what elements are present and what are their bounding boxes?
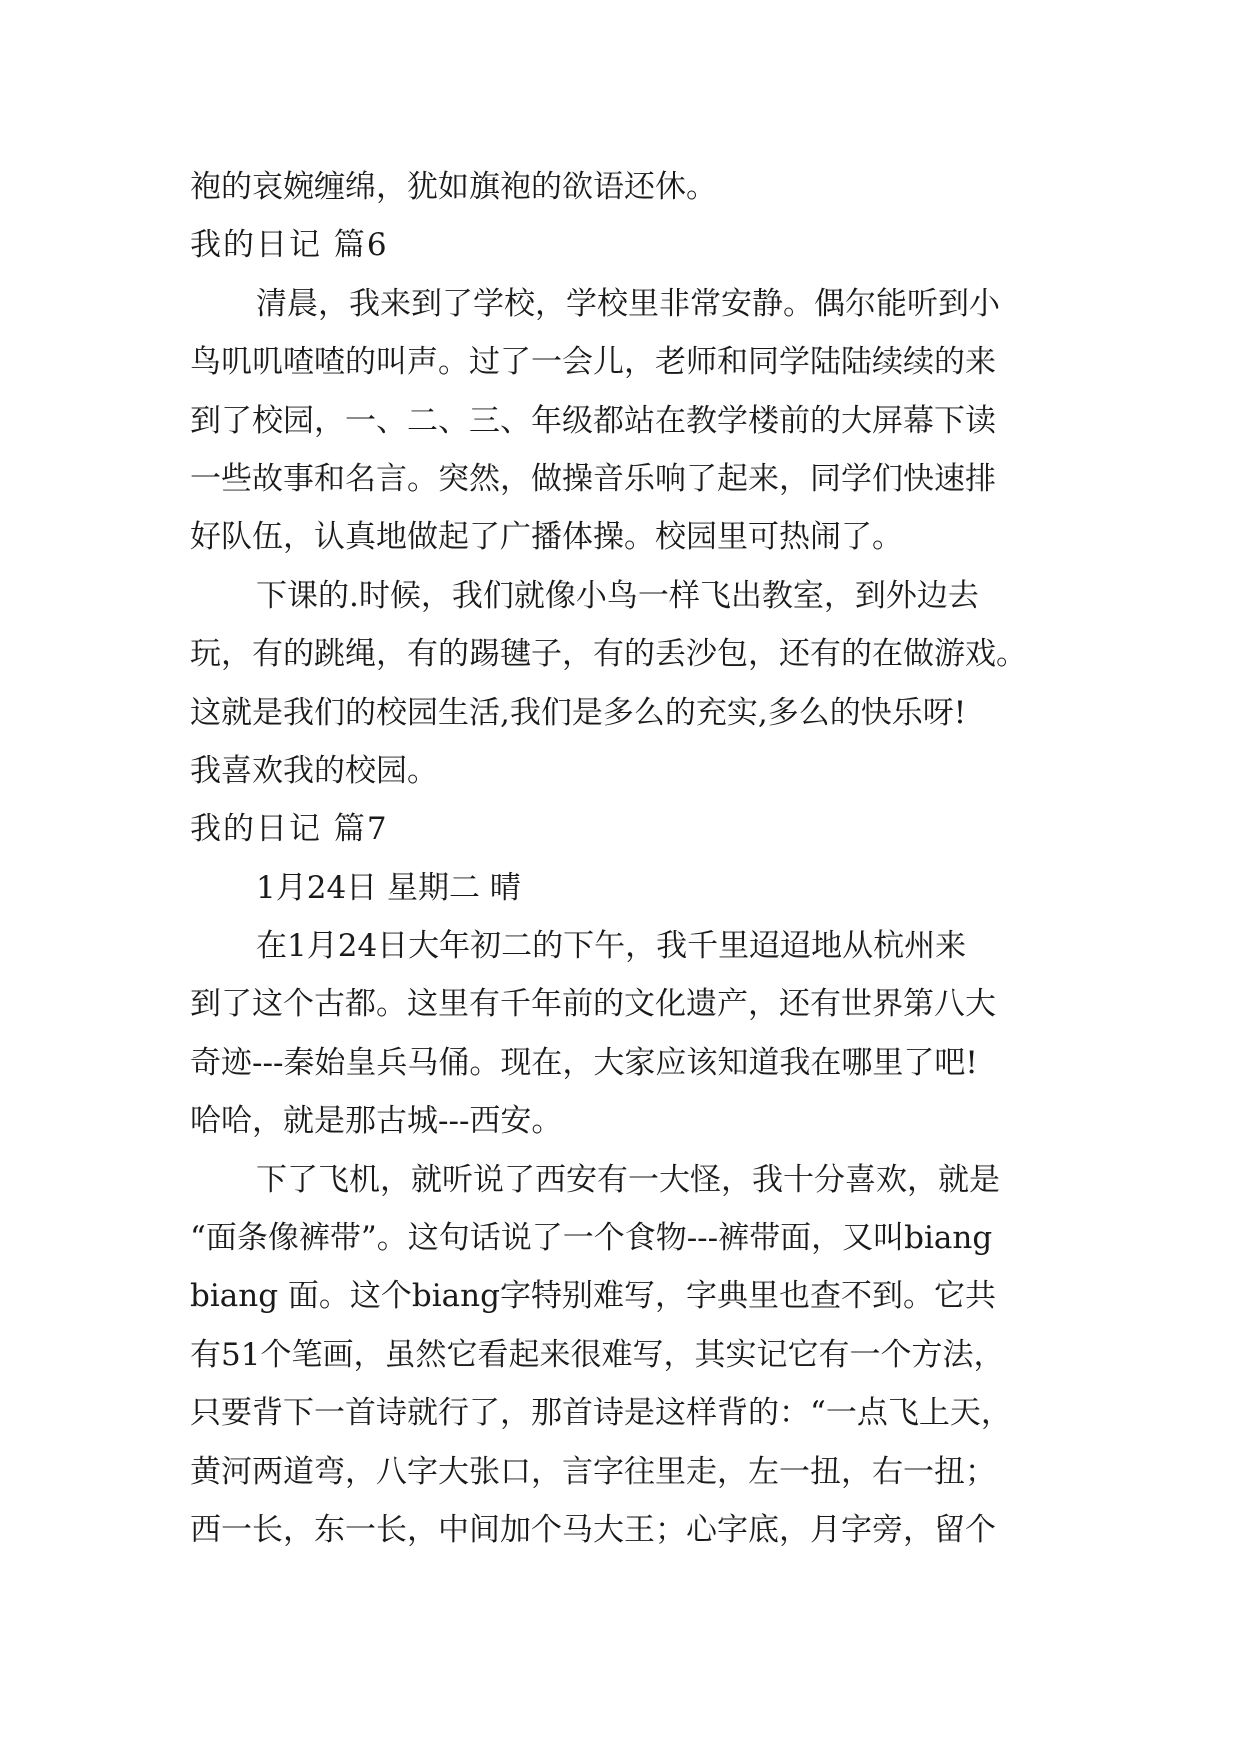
text-line-21: 有51个笔画，虽然它看起来很难写，其实记它有一个方法， xyxy=(190,1336,1005,1373)
section-heading-7: 我的日记 篇7 xyxy=(190,811,389,848)
text-line-18: 下了飞机，就听说了西安有一大怪，我十分喜欢，就是 xyxy=(256,1161,1000,1198)
text-line-3: 清晨，我来到了学校，学校里非常安静。偶尔能听到小 xyxy=(256,285,1000,322)
text-line-16: 奇迹---秦始皇兵马俑。现在，大家应该知道我在哪里了吧! xyxy=(190,1044,978,1081)
text-line-6: 一些故事和名言。突然，做操音乐响了起来，同学们快速排 xyxy=(190,460,996,497)
text-line-14: 在1月24日大年初二的下午，我千里迢迢地从杭州来 xyxy=(256,928,967,965)
text-line-8: 下课的.时候，我们就像小鸟一样飞出教室，到外边去 xyxy=(256,577,979,614)
text-line-11: 我喜欢我的校园。 xyxy=(190,752,438,789)
text-line-19: “面条像裤带”。这句话说了一个食物---裤带面，又叫biang xyxy=(190,1220,993,1257)
text-line-22: 只要背下一首诗就行了，那首诗是这样背的：“一点飞上天， xyxy=(190,1395,1012,1432)
text-line-4: 鸟叽叽喳喳的叫声。过了一会儿，老师和同学陆陆续续的来 xyxy=(190,344,996,381)
text-line-17: 哈哈，就是那古城---西安。 xyxy=(190,1103,563,1140)
text-line-20: biang 面。这个biang字特别难写，字典里也查不到。它共 xyxy=(190,1278,996,1315)
text-line-9: 玩，有的跳绳，有的踢毽子，有的丢沙包，还有的在做游戏。 xyxy=(190,636,1027,673)
text-line-24: 西一长，东一长，中间加个马大王；心字底，月字旁，留个 xyxy=(190,1511,996,1548)
text-line-7: 好队伍，认真地做起了广播体操。校园里可热闹了。 xyxy=(190,519,903,556)
document-body xyxy=(190,158,1070,1559)
text-line-10: 这就是我们的校园生活,我们是多么的充实,多么的快乐呀! xyxy=(190,694,967,731)
date-line: 1月24日 星期二 晴 xyxy=(256,869,521,906)
section-heading-6: 我的日记 篇6 xyxy=(190,227,389,264)
text-line-5: 到了校园，一、二、三、年级都站在教学楼前的大屏幕下读 xyxy=(190,402,996,439)
text-line-15: 到了这个古都。这里有千年前的文化遗产，还有世界第八大 xyxy=(190,986,996,1023)
text-line-23: 黄河两道弯，八字大张口，言字往里走，左一扭，右一扭； xyxy=(190,1453,996,1490)
text-line-1: 袍的哀婉缠绵，犹如旗袍的欲语还休。 xyxy=(190,169,717,205)
